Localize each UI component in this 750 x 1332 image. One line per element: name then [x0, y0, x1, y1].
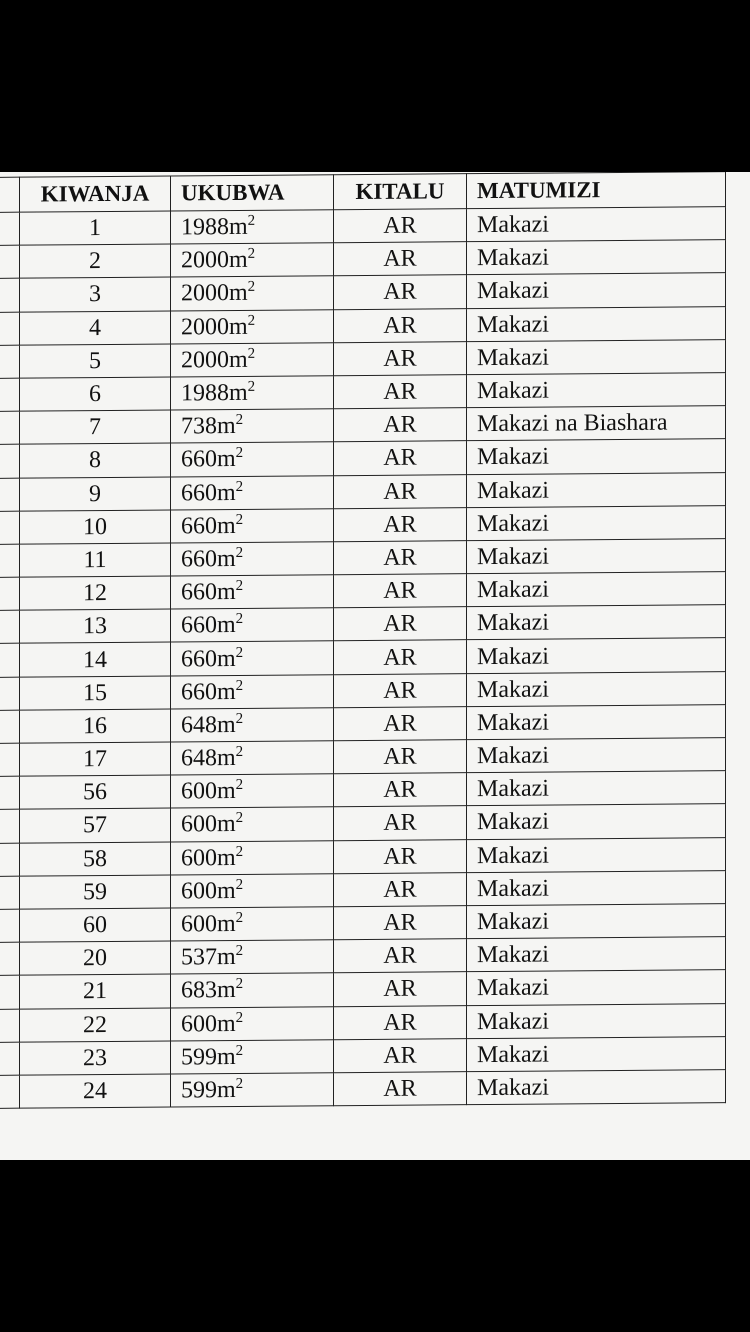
area-value: 600	[181, 844, 217, 872]
area-unit: m	[217, 678, 236, 705]
table-body	[0, 207, 726, 1109]
cell-ukubwa	[171, 674, 334, 708]
cell-kitalu: AR	[334, 773, 467, 807]
area-unit: m	[229, 313, 248, 340]
area-value: 600	[181, 811, 217, 838]
cell-kitalu: AR	[334, 939, 467, 973]
table-edge-cell	[0, 345, 20, 378]
area-unit-exponent: 2	[235, 876, 244, 893]
table-row	[0, 406, 726, 445]
area-value: 600	[181, 911, 217, 938]
table-edge-cell	[0, 1075, 20, 1108]
area-unit-exponent: 2	[235, 544, 244, 561]
cell-matumizi: Makazi	[467, 804, 726, 839]
table-edge-cell	[0, 610, 20, 643]
table-edge-cell	[0, 843, 20, 876]
cell-kiwanja: 8	[20, 443, 171, 477]
cell-kitalu: AR	[334, 607, 467, 641]
area-unit-exponent: 2	[235, 810, 244, 827]
header-kitalu: KITALU	[334, 174, 467, 210]
cell-ukubwa	[171, 708, 334, 742]
cell-kitalu: AR	[334, 1072, 467, 1106]
table-edge-cell	[0, 445, 20, 478]
cell-kitalu: AR	[334, 1038, 467, 1072]
area-unit: m	[217, 512, 236, 539]
cell-kitalu: AR	[334, 242, 467, 276]
area-unit: m	[217, 446, 236, 473]
cell-kiwanja: 11	[20, 543, 171, 577]
cell-kitalu: AR	[334, 1005, 467, 1039]
cell-matumizi: Makazi	[467, 207, 726, 242]
header-matumizi: MATUMIZI	[467, 172, 726, 209]
cell-kitalu: AR	[334, 474, 467, 508]
area-unit-exponent: 2	[235, 1042, 244, 1059]
cell-kiwanja: 1	[20, 211, 171, 245]
table-edge-cell	[0, 478, 20, 511]
cell-kiwanja: 21	[20, 974, 171, 1008]
cell-kitalu: AR	[334, 906, 467, 940]
area-unit: m	[217, 479, 236, 506]
cell-matumizi: Makazi	[467, 1003, 726, 1038]
area-unit-exponent: 2	[247, 345, 256, 362]
area-unit-exponent: 2	[235, 412, 244, 429]
cell-matumizi: Makazi	[467, 771, 726, 806]
table-edge-cell	[0, 743, 20, 776]
cell-kitalu: AR	[334, 574, 467, 608]
cell-kiwanja: 6	[20, 377, 171, 411]
area-unit: m	[217, 413, 236, 440]
cell-ukubwa	[171, 641, 334, 675]
table-edge-cell	[0, 177, 20, 212]
cell-kitalu: AR	[334, 308, 467, 342]
cell-kitalu: AR	[334, 806, 467, 840]
table-edge-cell	[0, 644, 20, 677]
table-edge-cell	[0, 544, 20, 577]
cell-ukubwa	[171, 508, 334, 542]
cell-ukubwa	[171, 940, 334, 974]
area-unit-exponent: 2	[247, 378, 256, 395]
cell-matumizi: Makazi	[467, 937, 726, 972]
cell-kitalu: AR	[334, 972, 467, 1006]
cell-kitalu: AR	[334, 640, 467, 674]
cell-ukubwa	[171, 243, 334, 277]
cell-kiwanja: 2	[20, 244, 171, 278]
cell-matumizi: Makazi	[467, 738, 726, 773]
cell-kiwanja: 56	[20, 775, 171, 809]
cell-ukubwa	[171, 973, 334, 1007]
cell-kiwanja: 5	[20, 344, 171, 378]
cell-ukubwa	[171, 542, 334, 576]
cell-ukubwa	[171, 608, 334, 642]
cell-kiwanja: 3	[20, 277, 171, 311]
cell-kitalu: AR	[334, 673, 467, 707]
area-value: 1988	[181, 214, 229, 241]
area-unit-exponent: 2	[235, 578, 244, 595]
area-unit: m	[217, 1076, 236, 1104]
area-unit: m	[217, 579, 236, 606]
cell-kiwanja: 7	[20, 410, 171, 444]
area-unit-exponent: 2	[235, 611, 244, 628]
area-unit: m	[217, 778, 236, 805]
cell-ukubwa	[171, 342, 334, 376]
area-value: 2000	[181, 247, 229, 274]
cell-kiwanja: 15	[20, 676, 171, 710]
table-edge-cell	[0, 1009, 20, 1042]
cell-kiwanja: 14	[20, 642, 171, 676]
area-value: 2000	[181, 313, 229, 341]
cell-kitalu: AR	[334, 441, 467, 475]
area-unit-exponent: 2	[235, 909, 244, 927]
area-unit: m	[229, 379, 248, 407]
cell-matumizi: Makazi	[467, 837, 726, 872]
table-edge-cell	[0, 776, 20, 809]
cell-matumizi: Makazi	[467, 870, 726, 905]
table-edge-cell	[0, 710, 20, 743]
area-unit: m	[217, 612, 236, 639]
area-unit-exponent: 2	[235, 1009, 244, 1026]
cell-ukubwa	[171, 409, 334, 443]
area-unit-exponent: 2	[247, 246, 256, 263]
cell-matumizi: Makazi	[467, 539, 726, 574]
area-value: 599	[181, 1043, 217, 1071]
plots-table	[0, 172, 726, 1109]
cell-ukubwa	[171, 276, 334, 310]
cell-matumizi: Makazi	[467, 704, 726, 739]
document-page	[0, 172, 750, 1160]
cell-matumizi: Makazi	[467, 505, 726, 540]
cell-kiwanja: 60	[20, 908, 171, 942]
area-value: 600	[181, 1010, 217, 1038]
cell-matumizi: Makazi	[467, 439, 726, 474]
cell-kitalu: AR	[334, 839, 467, 873]
table-edge-cell	[0, 876, 20, 909]
cell-ukubwa	[171, 873, 334, 907]
cell-matumizi: Makazi	[467, 273, 726, 308]
area-unit-exponent: 2	[247, 279, 256, 296]
cell-kitalu: AR	[334, 507, 467, 541]
cell-kiwanja: 20	[20, 941, 171, 975]
cell-matumizi: Makazi	[467, 472, 726, 507]
area-value: 660	[181, 446, 217, 473]
cell-kiwanja: 24	[20, 1074, 171, 1108]
table-edge-cell	[0, 577, 20, 610]
area-value: 660	[181, 678, 217, 706]
area-value: 537	[181, 944, 217, 971]
cell-ukubwa	[171, 309, 334, 343]
area-unit-exponent: 2	[235, 677, 244, 694]
table-row	[0, 1070, 726, 1109]
cell-kiwanja: 16	[20, 709, 171, 743]
table-edge-cell	[0, 677, 20, 710]
cell-ukubwa	[171, 1039, 334, 1073]
cell-kitalu: AR	[334, 341, 467, 375]
area-unit: m	[217, 811, 236, 838]
area-unit-exponent: 2	[235, 1075, 244, 1092]
cell-kiwanja: 23	[20, 1041, 171, 1075]
area-unit-exponent: 2	[235, 478, 244, 495]
cell-kitalu: AR	[334, 408, 467, 442]
area-value: 660	[181, 479, 217, 507]
area-unit-exponent: 2	[247, 312, 256, 329]
cell-ukubwa	[171, 807, 334, 841]
table-header-row	[0, 172, 726, 212]
cell-matumizi: Makazi	[467, 671, 726, 706]
area-value: 599	[181, 1077, 217, 1104]
cell-kiwanja: 22	[20, 1008, 171, 1042]
area-unit: m	[229, 213, 248, 241]
area-unit: m	[217, 745, 236, 772]
area-value: 1988	[181, 380, 229, 407]
table-edge-cell	[0, 909, 20, 942]
area-value: 600	[181, 877, 217, 905]
area-value: 648	[181, 712, 217, 739]
area-value: 660	[181, 612, 217, 639]
table-edge-cell	[0, 810, 20, 843]
area-unit-exponent: 2	[235, 744, 244, 761]
cell-ukubwa	[171, 774, 334, 808]
area-value: 2000	[181, 280, 229, 307]
area-unit: m	[217, 844, 236, 871]
cell-ukubwa	[171, 907, 334, 941]
header-kiwanja: KIWANJA	[20, 176, 171, 212]
area-unit-exponent: 2	[235, 511, 244, 528]
table-edge-cell	[0, 511, 20, 544]
cell-kiwanja: 13	[20, 609, 171, 643]
table-edge-cell	[0, 279, 20, 312]
area-value: 600	[181, 778, 217, 805]
area-unit: m	[217, 977, 236, 1004]
area-unit: m	[217, 911, 236, 938]
area-unit: m	[217, 944, 236, 971]
cell-matumizi: Makazi	[467, 339, 726, 374]
cell-kiwanja: 10	[20, 510, 171, 544]
area-unit: m	[217, 645, 236, 672]
cell-ukubwa	[171, 575, 334, 609]
table-edge-cell	[0, 212, 20, 245]
area-value: 660	[181, 546, 217, 573]
table-edge-cell	[0, 942, 20, 975]
area-unit: m	[229, 247, 248, 274]
cell-matumizi: Makazi	[467, 306, 726, 341]
cell-kitalu: AR	[334, 541, 467, 575]
area-unit-exponent: 2	[235, 777, 244, 794]
area-value: 2000	[181, 346, 229, 374]
area-value: 660	[181, 645, 217, 672]
cell-kiwanja: 17	[20, 742, 171, 776]
area-unit-exponent: 2	[235, 976, 244, 993]
area-unit: m	[217, 545, 236, 573]
cell-ukubwa	[171, 376, 334, 410]
cell-matumizi: Makazi na Biashara	[467, 406, 726, 441]
cell-matumizi: Makazi	[467, 638, 726, 673]
area-value: 738	[181, 413, 217, 440]
cell-matumizi: Makazi	[467, 970, 726, 1005]
area-unit: m	[217, 877, 236, 904]
area-unit: m	[217, 1043, 236, 1070]
area-unit-exponent: 2	[235, 843, 244, 860]
area-unit-exponent: 2	[247, 212, 256, 229]
table-edge-cell	[0, 1042, 20, 1075]
cell-matumizi: Makazi	[467, 240, 726, 275]
cell-ukubwa	[171, 210, 334, 244]
cell-kiwanja: 4	[20, 311, 171, 345]
table-edge-cell	[0, 245, 20, 278]
cell-kiwanja: 58	[20, 842, 171, 876]
cell-ukubwa	[171, 475, 334, 509]
cell-ukubwa	[171, 741, 334, 775]
area-unit: m	[229, 280, 248, 307]
cell-kiwanja: 12	[20, 576, 171, 610]
cell-kiwanja: 59	[20, 875, 171, 909]
table-edge-cell	[0, 976, 20, 1009]
table-edge-cell	[0, 411, 20, 444]
header-ukubwa: UKUBWA	[171, 175, 334, 211]
cell-matumizi: Makazi	[467, 1070, 726, 1105]
cell-matumizi: Makazi	[467, 605, 726, 640]
area-unit: m	[217, 1010, 236, 1037]
area-value: 683	[181, 977, 217, 1004]
area-unit: m	[217, 711, 236, 739]
table-edge-cell	[0, 378, 20, 411]
cell-matumizi: Makazi	[467, 572, 726, 607]
cell-kitalu: AR	[334, 375, 467, 409]
area-value: 660	[181, 579, 217, 606]
area-unit-exponent: 2	[235, 644, 244, 661]
area-unit-exponent: 2	[235, 943, 244, 960]
cell-kitalu: AR	[334, 740, 467, 774]
cell-kiwanja: 57	[20, 808, 171, 842]
area-unit: m	[229, 346, 248, 373]
cell-kiwanja: 9	[20, 477, 171, 511]
cell-kitalu: AR	[334, 872, 467, 906]
cell-kitalu: AR	[334, 706, 467, 740]
cell-kitalu: AR	[334, 209, 467, 243]
cell-matumizi: Makazi	[467, 1036, 726, 1071]
area-unit-exponent: 2	[235, 445, 244, 462]
cell-ukubwa	[171, 840, 334, 874]
cell-ukubwa	[171, 1006, 334, 1040]
table-edge-cell	[0, 312, 20, 345]
area-unit-exponent: 2	[235, 710, 244, 727]
area-value: 648	[181, 745, 217, 772]
cell-ukubwa	[171, 1073, 334, 1107]
cell-ukubwa	[171, 442, 334, 476]
cell-matumizi: Makazi	[467, 373, 726, 408]
area-value: 660	[181, 512, 217, 540]
cell-matumizi: Makazi	[467, 904, 726, 939]
cell-kitalu: AR	[334, 275, 467, 309]
